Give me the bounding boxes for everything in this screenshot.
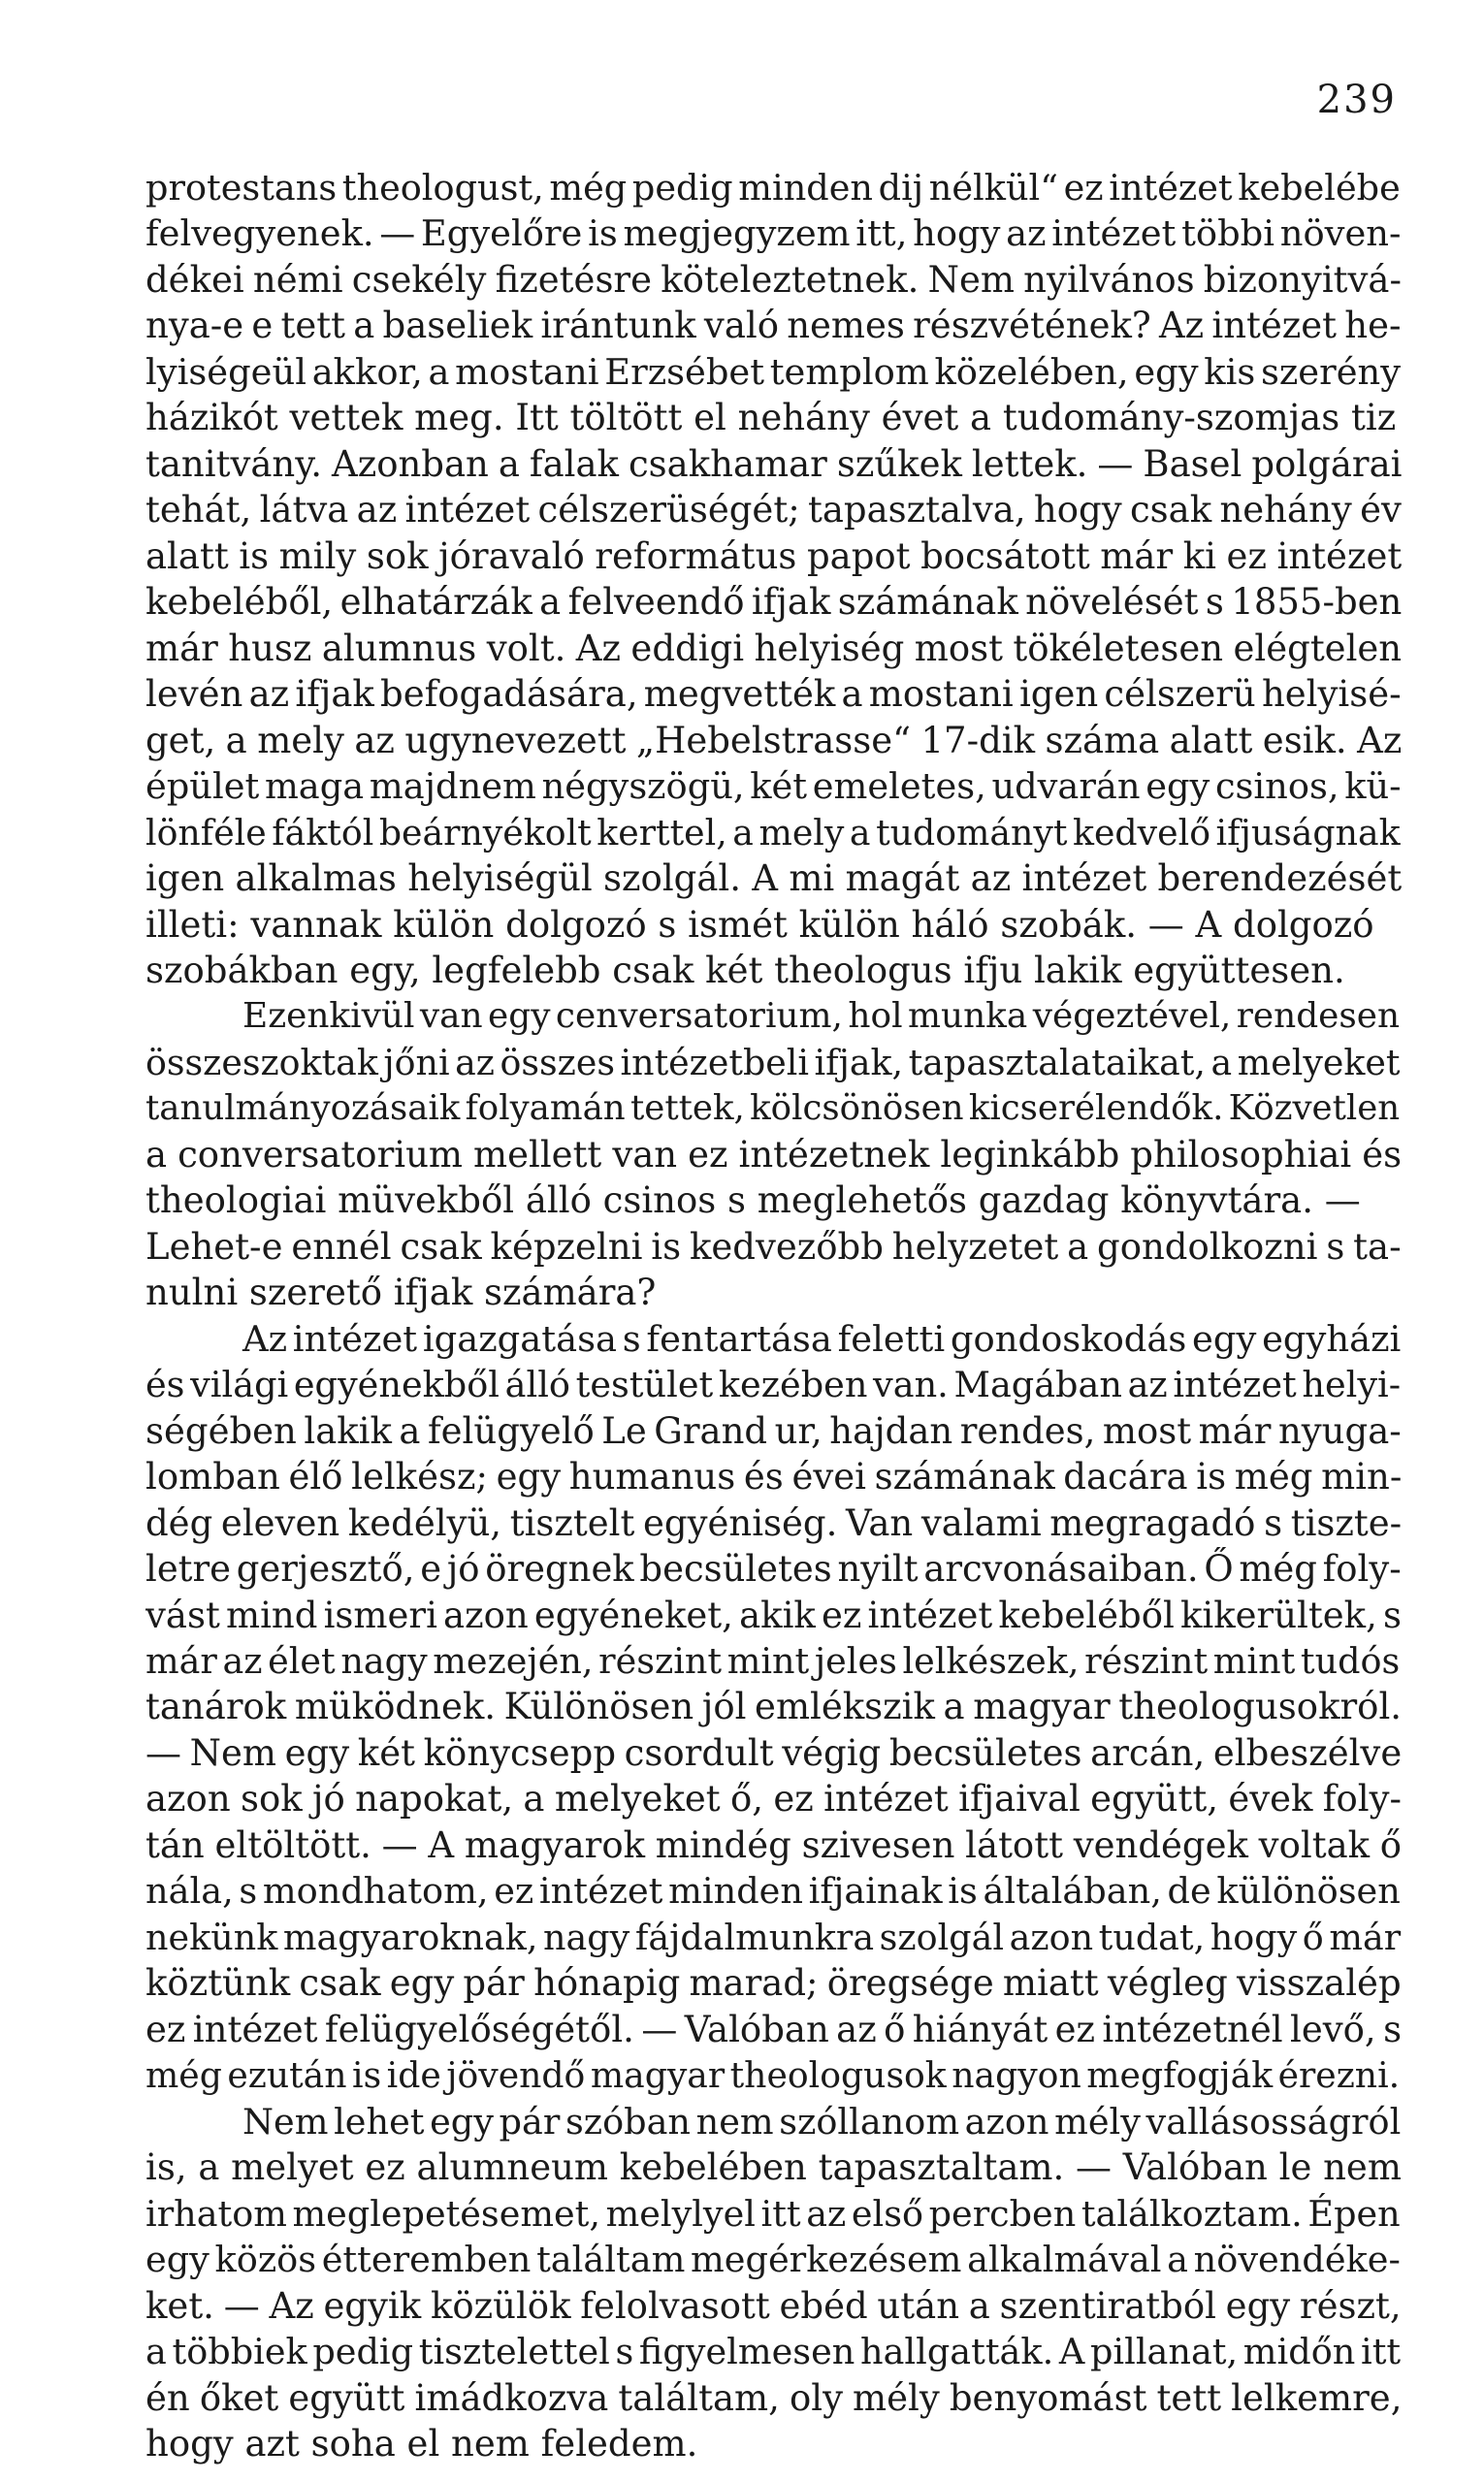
- text-line: dékei némi csekély fizetésre köteleztetnek. Nem nyilvános bizonyitvá-: [145, 258, 1402, 301]
- text-line: vást mind ismeri azon egyéneket, akik ez intézet kebeléből kikerültek, s: [145, 1594, 1402, 1636]
- text-line: — Nem egy két könycsepp csordult végig becsületes arcán, elbeszélve: [145, 1731, 1402, 1774]
- text-line: és világi egyénekből álló testület kezében van. Magában az intézet helyi-: [145, 1364, 1402, 1406]
- text-line: nulni szerető ifjak számára?: [145, 1272, 657, 1314]
- text-line: a többiek pedig tisztelettel s figyelmesen hallgatták. A pillanat, midőn itt: [145, 2331, 1402, 2373]
- text-line: azon sok jó napokat, a melyeket ő, ez intézet ifjaival együtt, évek foly-: [145, 1778, 1402, 1821]
- page-number: 239: [1316, 78, 1397, 122]
- text-line: Az intézet igazgatása s fentartása feletti gondoskodás egy egyházi: [242, 1317, 1402, 1360]
- text-line: protestans theologust, még pedig minden dij nélkül“ ez intézet kebelébe: [145, 167, 1401, 209]
- text-line: felvegyenek. — Egyelőre is megjegyzem itt, hogy az intézet többi növen-: [145, 212, 1402, 255]
- text-line: épület maga majdnem négyszögü, két emeletes, udvarán egy csinos, kü-: [145, 765, 1402, 808]
- text-line: én őket együtt imádkozva találtam, oly mély benyomást tett lelkemre,: [145, 2376, 1402, 2419]
- text-line: ket. — Az egyik közülök felolvasott ebéd után a szentiratból egy részt,: [145, 2284, 1402, 2327]
- text-line: levén az ifjak befogadására, megvették a mostani igen célszerü helyisé-: [145, 673, 1402, 716]
- text-line: Ezenkivül van egy cenversatorium, hol munka végeztével, rendesen: [242, 996, 1401, 1037]
- text-line: köztünk csak egy pár hónapig marad; öregsége miatt végleg visszalép: [145, 1962, 1402, 2005]
- text-line: ségében lakik a felügyelő Le Grand ur, hajdan rendes, most már nyuga-: [145, 1409, 1402, 1452]
- text-line: nekünk magyaroknak, nagy fájdalmunkra szolgál azon tudat, hogy ő már: [145, 1916, 1402, 1958]
- text-line: házikót vettek meg. Itt töltött el nehány évet a tudomány-szomjas tiz: [145, 397, 1397, 439]
- text-line: lyiségeül akkor, a mostani Erzsébet templom közelében, egy kis szerény: [145, 350, 1402, 393]
- text-line: dég eleven kedélyü, tisztelt egyéniség. Van valami megragadó s tiszte-: [145, 1501, 1402, 1544]
- text-line: tehát, látva az intézet célszerüségét; tapasztalva, hogy csak nehány év: [145, 489, 1402, 532]
- text-line: még ezután is ide jövendő magyar theologusok nagyon megfogják érezni.: [145, 2054, 1401, 2097]
- text-line: a conversatorium mellett van ez intézetnek leginkább philosophiai és: [145, 1133, 1402, 1176]
- text-line: tán eltöltött. — A magyarok mindég szivesen látott vendégek voltak ő: [145, 1823, 1402, 1866]
- text-line: irhatom meglepetésemet, melylyel itt az első percben találkoztam. Épen: [145, 2192, 1401, 2235]
- body-text: [145, 165, 1402, 2466]
- text-line: kebeléből, elhatárzák a felveendő ifjak számának növelését s 1855-ben: [145, 581, 1402, 624]
- text-line: is, a melyet ez alumneum kebelében tapasztaltam. — Valóban le nem: [145, 2146, 1402, 2189]
- text-line: szobákban egy, legfelebb csak két theologus ifju lakik együttesen.: [145, 949, 1345, 991]
- text-line: már husz alumnus volt. Az eddigi helyiség most tökéletesen elégtelen: [145, 627, 1402, 669]
- text-line: igen alkalmas helyiségül szolgál. A mi magát az intézet berendezését: [145, 857, 1402, 900]
- text-line: ez intézet felügyelőségétől. — Valóban az ő hiányát ez intézetnél levő, s: [145, 2008, 1402, 2050]
- text-line: tanitvány. Azonban a falak csakhamar szűkek lettek. — Basel polgárai: [145, 442, 1402, 485]
- text-line: nya-e e tett a baseliek irántunk való nemes részvétének? Az intézet he-: [145, 305, 1402, 347]
- text-line: Lehet-e ennél csak képzelni is kedvezőbb helyzetet a gondolkozni s ta-: [145, 1225, 1402, 1268]
- text-line: letre gerjesztő, e jó öregnek becsületes nyilt arcvonásaiban. Ő még foly-: [145, 1548, 1402, 1591]
- text-line: Nem lehet egy pár szóban nem szóllanom azon mély vallásosságról: [242, 2100, 1402, 2143]
- text-line: tanulmányozásaik folyamán tettek, kölcsönösen kicserélendők. Közvetlen: [145, 1088, 1401, 1129]
- text-line: theologiai müvekből álló csinos s meglehetős gazdag könyvtára. —: [145, 1179, 1361, 1222]
- text-line: get, a mely az ugynevezett „Hebelstrasse“ 17-dik száma alatt esik. Az: [145, 719, 1402, 761]
- text-line: lönféle fáktól beárnyékolt kerttel, a mely a tudományt kedvelő ifjuságnak: [145, 811, 1401, 854]
- text-line: hogy azt soha el nem feledem.: [145, 2422, 698, 2465]
- text-line: illeti: vannak külön dolgozó s ismét külön háló szobák. — A dolgozó: [145, 903, 1374, 946]
- text-line: nála, s mondhatom, ez intézet minden ifjainak is általában, de különösen: [145, 1870, 1401, 1913]
- text-line: tanárok müködnek. Különösen jól emlékszik a magyar theologusokról.: [145, 1686, 1402, 1728]
- text-line: már az élet nagy mezején, részint mint jeles lelkészek, részint mint tudós: [145, 1640, 1401, 1682]
- text-line: összeszoktak jőni az összes intézetbeli ifjak, tapasztalataikat, a melyeket: [145, 1041, 1401, 1083]
- text-line: alatt is mily sok jóravaló református papot bocsátott már ki ez intézet: [145, 534, 1402, 577]
- text-line: egy közös étteremben találtam megérkezésem alkalmával a növendéke-: [145, 2239, 1401, 2281]
- text-line: lomban élő lelkész; egy humanus és évei számának dacára is még min-: [145, 1456, 1402, 1499]
